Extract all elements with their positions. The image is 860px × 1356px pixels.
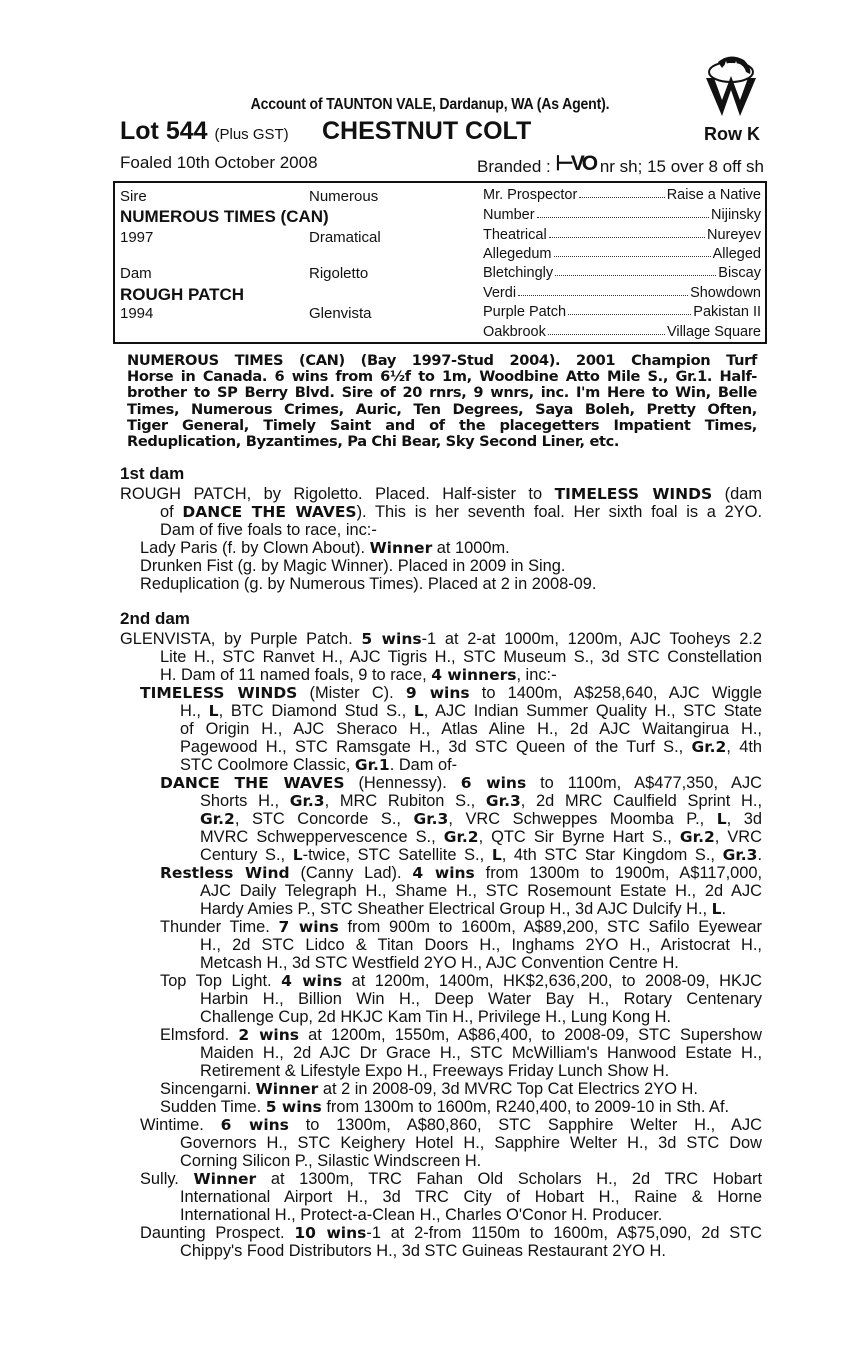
ancestor-row [483,285,761,301]
ancestor-name: Bletchingly [483,265,554,281]
ancestor-sire-name: Showdown [690,285,761,301]
first-dam-line-3: Dam of five foals to race, inc:- [160,521,377,539]
second-dam-line [160,666,557,684]
text: STC Coolmore Classic, [180,756,355,774]
second-dam-line [200,954,679,972]
second-dam-line [160,1080,698,1098]
bold-text: L [292,846,303,864]
second-dam-line [200,1062,669,1080]
text: Metcash H., 3d STC Westfield 2YO H., AJC Convention Centre H. [200,954,679,972]
second-dam-line [200,900,726,918]
text: from 1300m to 1600m, R240,400, to 2009-10 in Sth. Af. [321,1098,730,1116]
bold-text: 6 wins [220,1116,289,1134]
bold-text: Gr.2 [443,828,479,846]
second-dam-line [180,702,762,720]
text: Governors H., STC Keighery Hotel H., Sapphire Welter H., 3d STC Dow [180,1134,762,1152]
text: . Dam of- [389,756,458,774]
dot-leader [518,285,688,296]
second-dam-line [180,1134,762,1152]
text: ROUGH PATCH, by Rigoletto. Placed. Half-sister to [120,485,555,503]
ancestor-name: Mr. Prospector [483,187,578,203]
dot-leader [555,265,716,276]
text: to 1300m, A$80,860, STC Sapphire Welter H., AJC [288,1116,762,1134]
bold-text: L [711,900,722,918]
first-dam-heading: 1st dam [120,464,185,483]
second-dam-line [200,936,762,954]
text: AJC Daily Telegraph H., Shame H., STC Rosemount Estate H., 2d AJC [200,882,762,900]
text: (Mister C). [297,684,406,702]
text: at 1200m, 1400m, HK$2,636,200, to 2008-09, HKJC [342,972,762,990]
account-line: Account of TAUNTON VALE, Dardanup, WA (As Agent). [250,96,610,113]
text: Challenge Cup, 2d HKJC Kam Tin H., Privilege H., Lung Kong H. [200,1008,672,1026]
text: . [721,900,727,918]
first-dam-line-2 [160,503,762,521]
text: , MRC Rubiton S., [324,792,486,810]
row-label: Row K [704,124,760,144]
first-dam-line-1 [120,485,762,503]
text: to 1100m, A$477,350, AJC [526,774,763,792]
second-dam-line [200,1044,762,1062]
text: Sudden Time. [160,1098,266,1116]
text: , inc:- [516,666,557,684]
text: of Origin H., AJC Sheraco H., Atlas Aline H., 2d AJC Waitangirua H., [180,720,762,738]
lot-number [120,117,289,146]
ancestor-name: Number [483,207,535,223]
text: , VRC Schweppes Moomba P., [448,810,717,828]
bold-text: Gr.2 [200,810,235,828]
sire-description-line: Tiger General, Timely Saint and of the placegetters Impatient Times, [127,416,757,434]
bold-text: L [716,810,727,828]
bold-text: 4 wins [281,972,343,990]
second-dam-line [180,1242,666,1260]
bold-text: 9 wins [405,684,470,702]
text: Sincengarni. [160,1080,256,1098]
text: from 900m to 1600m, A$89,200, STC Safilo Eyewear [338,918,762,936]
second-dam-line [180,1188,762,1206]
text: , 2d MRC Caulfield Sprint H., [520,792,762,810]
second-dam-line [140,1116,762,1134]
ancestor-row [483,324,761,340]
dot-leader [568,304,691,315]
sire-description [127,353,757,450]
sire-sire: Numerous [309,188,379,205]
text: , 3d [726,810,762,828]
second-dam-line [160,918,762,936]
bold-text: L [413,702,424,720]
text: (Canny Lad). [289,864,413,882]
bold-text: 6 wins [460,774,527,792]
bold-text: 4 winners [431,666,517,684]
ancestor-sire-name: Biscay [718,265,761,281]
ancestor-row [483,187,761,203]
text: , 4th [726,738,762,756]
ancestor-name: Purple Patch [483,304,567,320]
second-dam-line [180,738,762,756]
text: Hardy Amies P., STC Sheather Electrical Group H., 3d AJC Dulcify H., [200,900,712,918]
bold-text: 10 wins [294,1224,367,1242]
ancestor-name: Allegedum [483,246,552,262]
branded-line [477,153,764,178]
ancestor-row [483,265,761,281]
second-dam-line [200,990,762,1008]
ancestor-sire-name: Pakistan II [693,304,761,320]
second-dam-line [120,630,762,648]
text: H., 2d STC Lidco & Titan Doors H., Inghams 2YO H., Aristocrat H., [200,936,762,954]
text: , QTC Sir Byrne Hart S., [478,828,680,846]
brand-mark: ⊢VO [555,152,596,175]
dam-sire: Rigoletto [309,265,369,282]
dot-leader [537,207,709,218]
text: -1 at 2-from 1150m to 1600m, A$75,090, 2d STC [366,1224,762,1242]
text: Lady Paris (f. by Clown About). [140,539,370,557]
ancestor-row [483,246,761,262]
second-dam-line [180,1206,662,1224]
second-dam-line [200,792,762,810]
text: to 1400m, A$258,640, AJC Wiggle [469,684,763,702]
text: at 2 in 2008-09, 3d MVRC Top Cat Electrics 2YO H. [318,1080,698,1098]
text: , VRC [714,828,762,846]
second-dam-line [180,756,457,774]
bold-text: Gr.1 [354,756,390,774]
text: , 4th STC Star Kingdom S., [501,846,723,864]
dam-sibling-name: TIMELESS WINDS [554,485,713,503]
branded-detail: nr sh; 15 over 8 off sh [599,157,764,176]
text: Thunder Time. [160,918,279,936]
first-dam-foal-1 [140,539,510,557]
dam-label: Dam [120,265,152,282]
bold-text: 5 wins [265,1098,322,1116]
sire-label: Sire [120,188,147,205]
bold-text: Restless Wind [160,864,290,882]
text: Century S., [200,846,293,864]
text: Wintime. [140,1116,221,1134]
text: H. Dam of 11 named foals, 9 to race, [160,666,432,684]
text: at 1000m. [432,539,510,557]
second-dam-line [160,1098,729,1116]
bold-text: Winner [255,1080,319,1098]
gst-note: (Plus GST) [214,126,289,143]
text: MVRC Schweppervescence S., [200,828,444,846]
bold-text: TIMELESS WINDS [140,684,298,702]
second-dam-line [160,972,762,990]
ancestor-sire-name: Village Square [666,324,761,340]
text: Corning Silicon P., Silastic Windscreen H. [180,1152,482,1170]
bold-text: Gr.3 [413,810,449,828]
text: Chippy's Food Distributors H., 3d STC Guineas Restaurant 2YO H. [180,1242,666,1260]
lot-label: Lot 544 [120,117,208,145]
text: Elmsford. [160,1026,239,1044]
dam-dam: Glenvista [309,305,372,322]
bold-text: Gr.3 [485,792,521,810]
bold-text: DANCE THE WAVES [160,774,345,792]
text: Daunting Prospect. [140,1224,295,1242]
text: -1 at 2-at 1000m, 1200m, AJC Tooheys 2.2 [421,630,762,648]
ancestor-name: Oakbrook [483,324,546,340]
stakes-winner-name: DANCE THE WAVES [182,503,357,521]
dam-name: ROUGH PATCH [120,285,245,304]
bold-text: 5 wins [361,630,422,648]
dot-leader [548,324,665,335]
text: . [757,846,762,864]
text: (dam [712,485,762,503]
text: GLENVISTA, by Purple Patch. [120,630,362,648]
second-dam-line [160,864,762,882]
bold-text: Gr.3 [289,792,325,810]
bold-text: 2 wins [238,1026,300,1044]
text: Shorts H., [200,792,290,810]
text: ). This is her seventh foal. Her sixth foal is a 2YO. [356,503,762,521]
second-dam-line [200,810,762,828]
text: Sully. [140,1170,194,1188]
second-dam-line [200,882,762,900]
bold-text: L [491,846,502,864]
ancestor-sire-name: Nijinsky [711,207,761,223]
second-dam-line [140,684,762,702]
sire-dam: Dramatical [309,229,381,246]
dot-leader [549,227,705,238]
dot-leader [579,187,664,198]
bold-text: Gr.2 [679,828,715,846]
second-dam-line [200,846,762,864]
first-dam-foal-2: Drunken Fist (g. by Magic Winner). Placed in 2009 in Sing. [140,557,566,575]
text: -twice, STC Satellite S., [302,846,492,864]
text: (Hennessy). [344,774,461,792]
ancestor-sire-name: Raise a Native [666,187,761,203]
sire-description-line: Reduplication, Byzantimes, Pa Chi Bear, Sky Second Liner, etc. [127,433,620,451]
text: , AJC Indian Summer Quality H., STC State [423,702,762,720]
text: International H., Protect-a-Clean H., Charles O'Conor H. Producer. [180,1206,663,1224]
second-dam-line [200,1008,671,1026]
text: from 1300m to 1900m, A$117,000, [474,864,763,882]
ancestor-sire-name: Alleged [712,246,761,262]
branded-label: Branded : [477,157,551,176]
bold-text: 4 wins [412,864,475,882]
text: International Airport H., 3d TRC City of Hobart H., Raine & Horne [180,1188,762,1206]
ancestor-name: Theatrical [483,227,547,243]
dam-year: 1994 [120,305,154,322]
pedigree-table [113,181,767,344]
ancestor-row [483,207,761,223]
text: Lite H., STC Ranvet H., AJC Tigris H., STC Museum S., 3d STC Constellation [160,648,762,666]
text: , STC Concorde S., [234,810,414,828]
second-dam-line [180,1152,481,1170]
winner-label: Winner [369,539,433,557]
text: at 1300m, TRC Fahan Old Scholars H., 2d TRC Hobart [256,1170,763,1188]
lot-description: CHESTNUT COLT [322,117,532,145]
sire-description-line: Times, Numerous Crimes, Auric, Ten Degrees, Saya Boleh, Pretty Often, [127,400,757,418]
ancestor-sire-name: Nureyev [707,227,761,243]
second-dam-line [160,648,762,666]
ancestor-row [483,304,761,320]
second-dam-line [140,1170,762,1188]
first-dam-foal-3: Reduplication (g. by Numerous Times). Placed at 2 in 2008-09. [140,575,597,593]
second-dam-line [140,1224,762,1242]
bold-text: Gr.2 [691,738,727,756]
ancestor-name: Verdi [483,285,517,301]
sire-name: NUMEROUS TIMES (CAN) [120,207,329,226]
dot-leader [554,246,711,257]
text: Top Top Light. [160,972,282,990]
text: , BTC Diamond Stud S., [218,702,414,720]
second-dam-line [180,720,762,738]
text: Maiden H., 2d AJC Dr Grace H., STC McWilliam's Hanwood Estate H., [200,1044,762,1062]
bold-text: Gr.3 [722,846,758,864]
second-dam-line [160,1026,762,1044]
bold-text: 7 wins [278,918,339,936]
second-dam-heading: 2nd dam [120,609,190,628]
second-dam-line [160,774,762,792]
sire-description-line: Horse in Canada. 6 wins from 6½f to 1m, Woodbine Atto Mile S., Gr.1. Half- [127,368,757,386]
text: of [160,503,183,521]
text: Retirement & Lifestyle Expo H., Freeways Friday Lunch Show H. [200,1062,670,1080]
bold-text: Winner [193,1170,257,1188]
sire-description-line: NUMEROUS TIMES (CAN) (Bay 1997-Stud 2004). 2001 Champion Turf [127,352,757,369]
bold-text: L [208,702,219,720]
text: Harbin H., Billion Win H., Deep Water Bay H., Rotary Centenary [200,990,762,1008]
second-dam-line [200,828,762,846]
sire-description-line: brother to SP Berry Blvd. Sire of 20 rnrs, 9 wnrs, inc. I'm Here to Win, Belle [127,384,757,402]
text: Pagewood H., STC Ramsgate H., 3d STC Queen of the Turf S., [180,738,692,756]
text: at 1200m, 1550m, A$86,400, to 2008-09, STC Supershow [299,1026,763,1044]
text: H., [180,702,209,720]
sire-year: 1997 [120,229,154,246]
ancestor-row [483,227,761,243]
foaled-date: Foaled 10th October 2008 [120,153,318,172]
